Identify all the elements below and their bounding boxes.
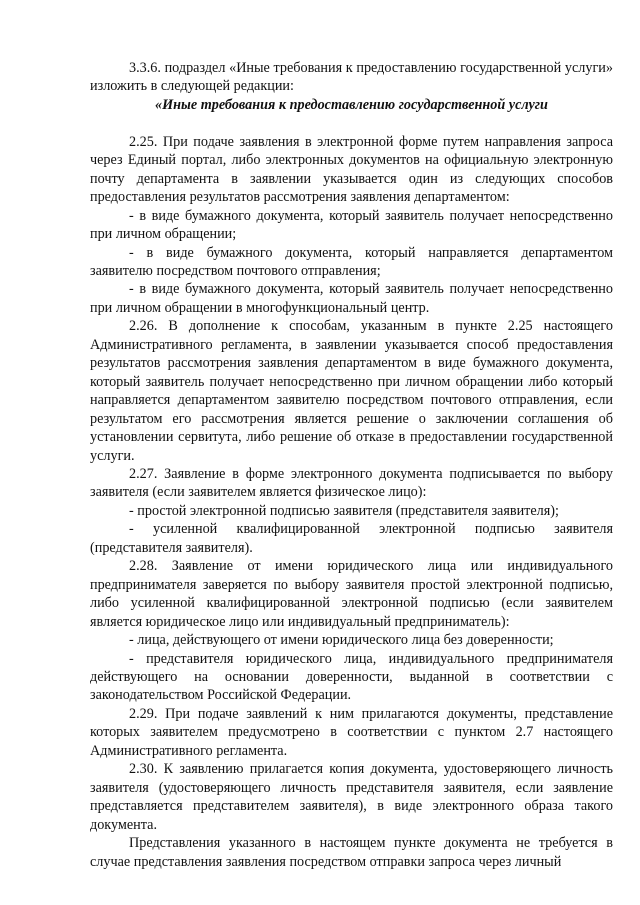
paragraph-continuation: Представления указанного в настоящем пункте документа не требуется в случае представления заявления посредством отправки запроса через личный	[90, 835, 613, 870]
section-title: «Иные требования к предоставлению государственной услуги	[155, 96, 548, 113]
list-item: - простой электронной подписью заявителя (представителя заявителя);	[129, 502, 559, 519]
paragraph-2-25: 2.25. При подаче заявления в электронной форме путем направления запроса через Единый портал, либо электронных документов на официальную электронную почту департамента в заявлении указывается один из следующих способов предоставления результатов рассмотрения заявления департаментом:	[90, 133, 613, 206]
paragraph-2-30: 2.30. К заявлению прилагается копия документа, удостоверяющего личность заявителя (удостоверяющего личность представителя заявителя, если заявление представляется представителем заявителя), в виде электронного образа такого документа.	[90, 761, 613, 833]
list-item: - усиленной квалифицированной электронной подписью заявителя (представителя заявителя).	[90, 521, 613, 556]
paragraph-2-29: 2.29. При подаче заявлений к ним прилагаются документы, представление которых заявителем предусмотрено в соответствии с пунктом 2.7 настоящего Административного регламента.	[90, 705, 613, 759]
list-item: - в виде бумажного документа, который заявитель получает непосредственно при личном обращении;	[90, 207, 613, 243]
paragraph-2-28: 2.28. Заявление от имени юридического лица или индивидуального предпринимателя заверяется по выбору заявителя простой электронной подписью, либо усиленной квалифицированной электронной подписью (если заявителем является юридическое лицо или индивидуальный предприниматель):	[90, 558, 613, 630]
paragraph-2-26: 2.26. В дополнение к способам, указанным в пункте 2.25 настоящего Административного регламента, в заявлении указывается способ предоставления результатов рассмотрения заявления департаментом в виде бумажного документа, который заявитель получает непосредственно при личном обращении либо который направляется департаментом заявителю посредством почтового отправления, если результатом его рассмотрения является решение о заключении соглашения об установлении сервитута, либо решение об отказе в предоставлении государственной услуги.	[90, 318, 613, 464]
document-page	[90, 59, 613, 871]
blank-line	[90, 114, 613, 133]
list-item: - лица, действующего от имени юридического лица без доверенности;	[129, 632, 554, 649]
paragraph-2-27: 2.27. Заявление в форме электронного документа подписывается по выбору заявителя (если заявителем является физическое лицо):	[90, 466, 613, 501]
list-item: - в виде бумажного документа, который заявитель получает непосредственно при личном обращении в многофункциональный центр.	[90, 281, 613, 316]
list-item: - представителя юридического лица, индивидуального предпринимателя действующего на основании доверенности, выданной в соответствии с законодательством Российской Федерации.	[90, 650, 613, 704]
list-item: - в виде бумажного документа, который направляется департаментом заявителю посредством почтового отправления;	[90, 244, 613, 280]
intro-paragraph: 3.3.6. подраздел «Иные требования к предоставлению государственной услуги» изложить в следующей редакции:	[90, 60, 613, 95]
